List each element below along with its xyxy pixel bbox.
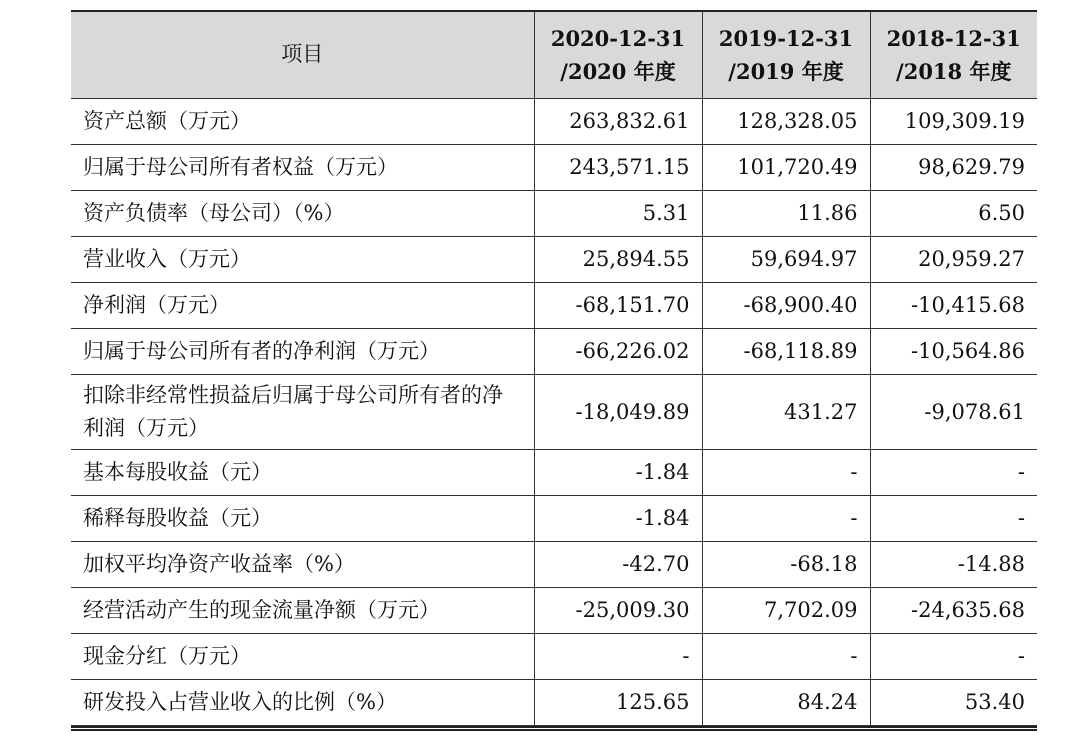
header-col-2020-date: 2020-12-31 bbox=[550, 25, 686, 51]
table-row bbox=[71, 679, 1037, 725]
cell-2018: -10,564.86 bbox=[870, 328, 1037, 374]
cell-2020: -68,151.70 bbox=[534, 282, 702, 328]
cell-2019: - bbox=[702, 633, 870, 679]
header-col-2019-date: 2019-12-31 bbox=[718, 25, 854, 51]
table-row bbox=[71, 633, 1037, 679]
row-label: 现金分红（万元） bbox=[71, 633, 534, 679]
cell-2020: 263,832.61 bbox=[534, 98, 702, 144]
financial-table-container bbox=[71, 10, 1037, 726]
row-label: 研发投入占营业收入的比例（%） bbox=[71, 679, 534, 725]
cell-2020: -25,009.30 bbox=[534, 587, 702, 633]
header-col-2018-year: /2018 年度 bbox=[896, 58, 1012, 84]
cell-2018: -14.88 bbox=[870, 541, 1037, 587]
header-col-2020 bbox=[534, 11, 702, 98]
row-label: 归属于母公司所有者权益（万元） bbox=[71, 144, 534, 190]
cell-2019: 7,702.09 bbox=[702, 587, 870, 633]
table-row bbox=[71, 236, 1037, 282]
row-label: 稀释每股收益（元） bbox=[71, 495, 534, 541]
header-col-2019 bbox=[702, 11, 870, 98]
header-col-2019-year: /2019 年度 bbox=[728, 58, 844, 84]
table-row bbox=[71, 495, 1037, 541]
cell-2018: 109,309.19 bbox=[870, 98, 1037, 144]
cell-2018: 6.50 bbox=[870, 190, 1037, 236]
cell-2018: 53.40 bbox=[870, 679, 1037, 725]
cell-2019: 11.86 bbox=[702, 190, 870, 236]
cell-2018: -9,078.61 bbox=[870, 374, 1037, 449]
row-label: 加权平均净资产收益率（%） bbox=[71, 541, 534, 587]
cell-2020: 25,894.55 bbox=[534, 236, 702, 282]
row-label: 扣除非经常性损益后归属于母公司所有者的净利润（万元） bbox=[71, 374, 534, 449]
table-row bbox=[71, 541, 1037, 587]
cell-2018: 20,959.27 bbox=[870, 236, 1037, 282]
row-label: 净利润（万元） bbox=[71, 282, 534, 328]
header-item: 项目 bbox=[71, 11, 534, 98]
row-label: 经营活动产生的现金流量净额（万元） bbox=[71, 587, 534, 633]
cell-2020: -66,226.02 bbox=[534, 328, 702, 374]
table-row bbox=[71, 282, 1037, 328]
cell-2020: -1.84 bbox=[534, 495, 702, 541]
cell-2019: - bbox=[702, 495, 870, 541]
table-row bbox=[71, 449, 1037, 495]
row-label: 基本每股收益（元） bbox=[71, 449, 534, 495]
table-row bbox=[71, 587, 1037, 633]
table-row bbox=[71, 374, 1037, 449]
cell-2020: 125.65 bbox=[534, 679, 702, 725]
cell-2019: 59,694.97 bbox=[702, 236, 870, 282]
header-col-2018-date: 2018-12-31 bbox=[886, 25, 1021, 51]
cell-2019: -68,118.89 bbox=[702, 328, 870, 374]
header-col-2020-year: /2020 年度 bbox=[560, 58, 676, 84]
row-label: 资产负债率（母公司）（%） bbox=[71, 190, 534, 236]
cell-2019: 431.27 bbox=[702, 374, 870, 449]
table-row bbox=[71, 144, 1037, 190]
cell-2019: 84.24 bbox=[702, 679, 870, 725]
cell-2020: 243,571.15 bbox=[534, 144, 702, 190]
table-row bbox=[71, 98, 1037, 144]
cell-2019: -68.18 bbox=[702, 541, 870, 587]
table-header-row bbox=[71, 11, 1037, 98]
financial-summary-table bbox=[71, 10, 1037, 726]
table-row bbox=[71, 328, 1037, 374]
cell-2018: 98,629.79 bbox=[870, 144, 1037, 190]
cell-2019: 128,328.05 bbox=[702, 98, 870, 144]
cell-2020: 5.31 bbox=[534, 190, 702, 236]
cell-2019: -68,900.40 bbox=[702, 282, 870, 328]
header-col-2018 bbox=[870, 11, 1037, 98]
cell-2020: -42.70 bbox=[534, 541, 702, 587]
cell-2020: -1.84 bbox=[534, 449, 702, 495]
cell-2018: - bbox=[870, 495, 1037, 541]
row-label: 资产总额（万元） bbox=[71, 98, 534, 144]
row-label: 归属于母公司所有者的净利润（万元） bbox=[71, 328, 534, 374]
cell-2020: - bbox=[534, 633, 702, 679]
row-label: 营业收入（万元） bbox=[71, 236, 534, 282]
table-bottom-double-rule bbox=[71, 726, 1037, 731]
cell-2019: 101,720.49 bbox=[702, 144, 870, 190]
cell-2018: - bbox=[870, 633, 1037, 679]
cell-2018: -10,415.68 bbox=[870, 282, 1037, 328]
cell-2020: -18,049.89 bbox=[534, 374, 702, 449]
cell-2019: - bbox=[702, 449, 870, 495]
cell-2018: - bbox=[870, 449, 1037, 495]
table-row bbox=[71, 190, 1037, 236]
cell-2018: -24,635.68 bbox=[870, 587, 1037, 633]
